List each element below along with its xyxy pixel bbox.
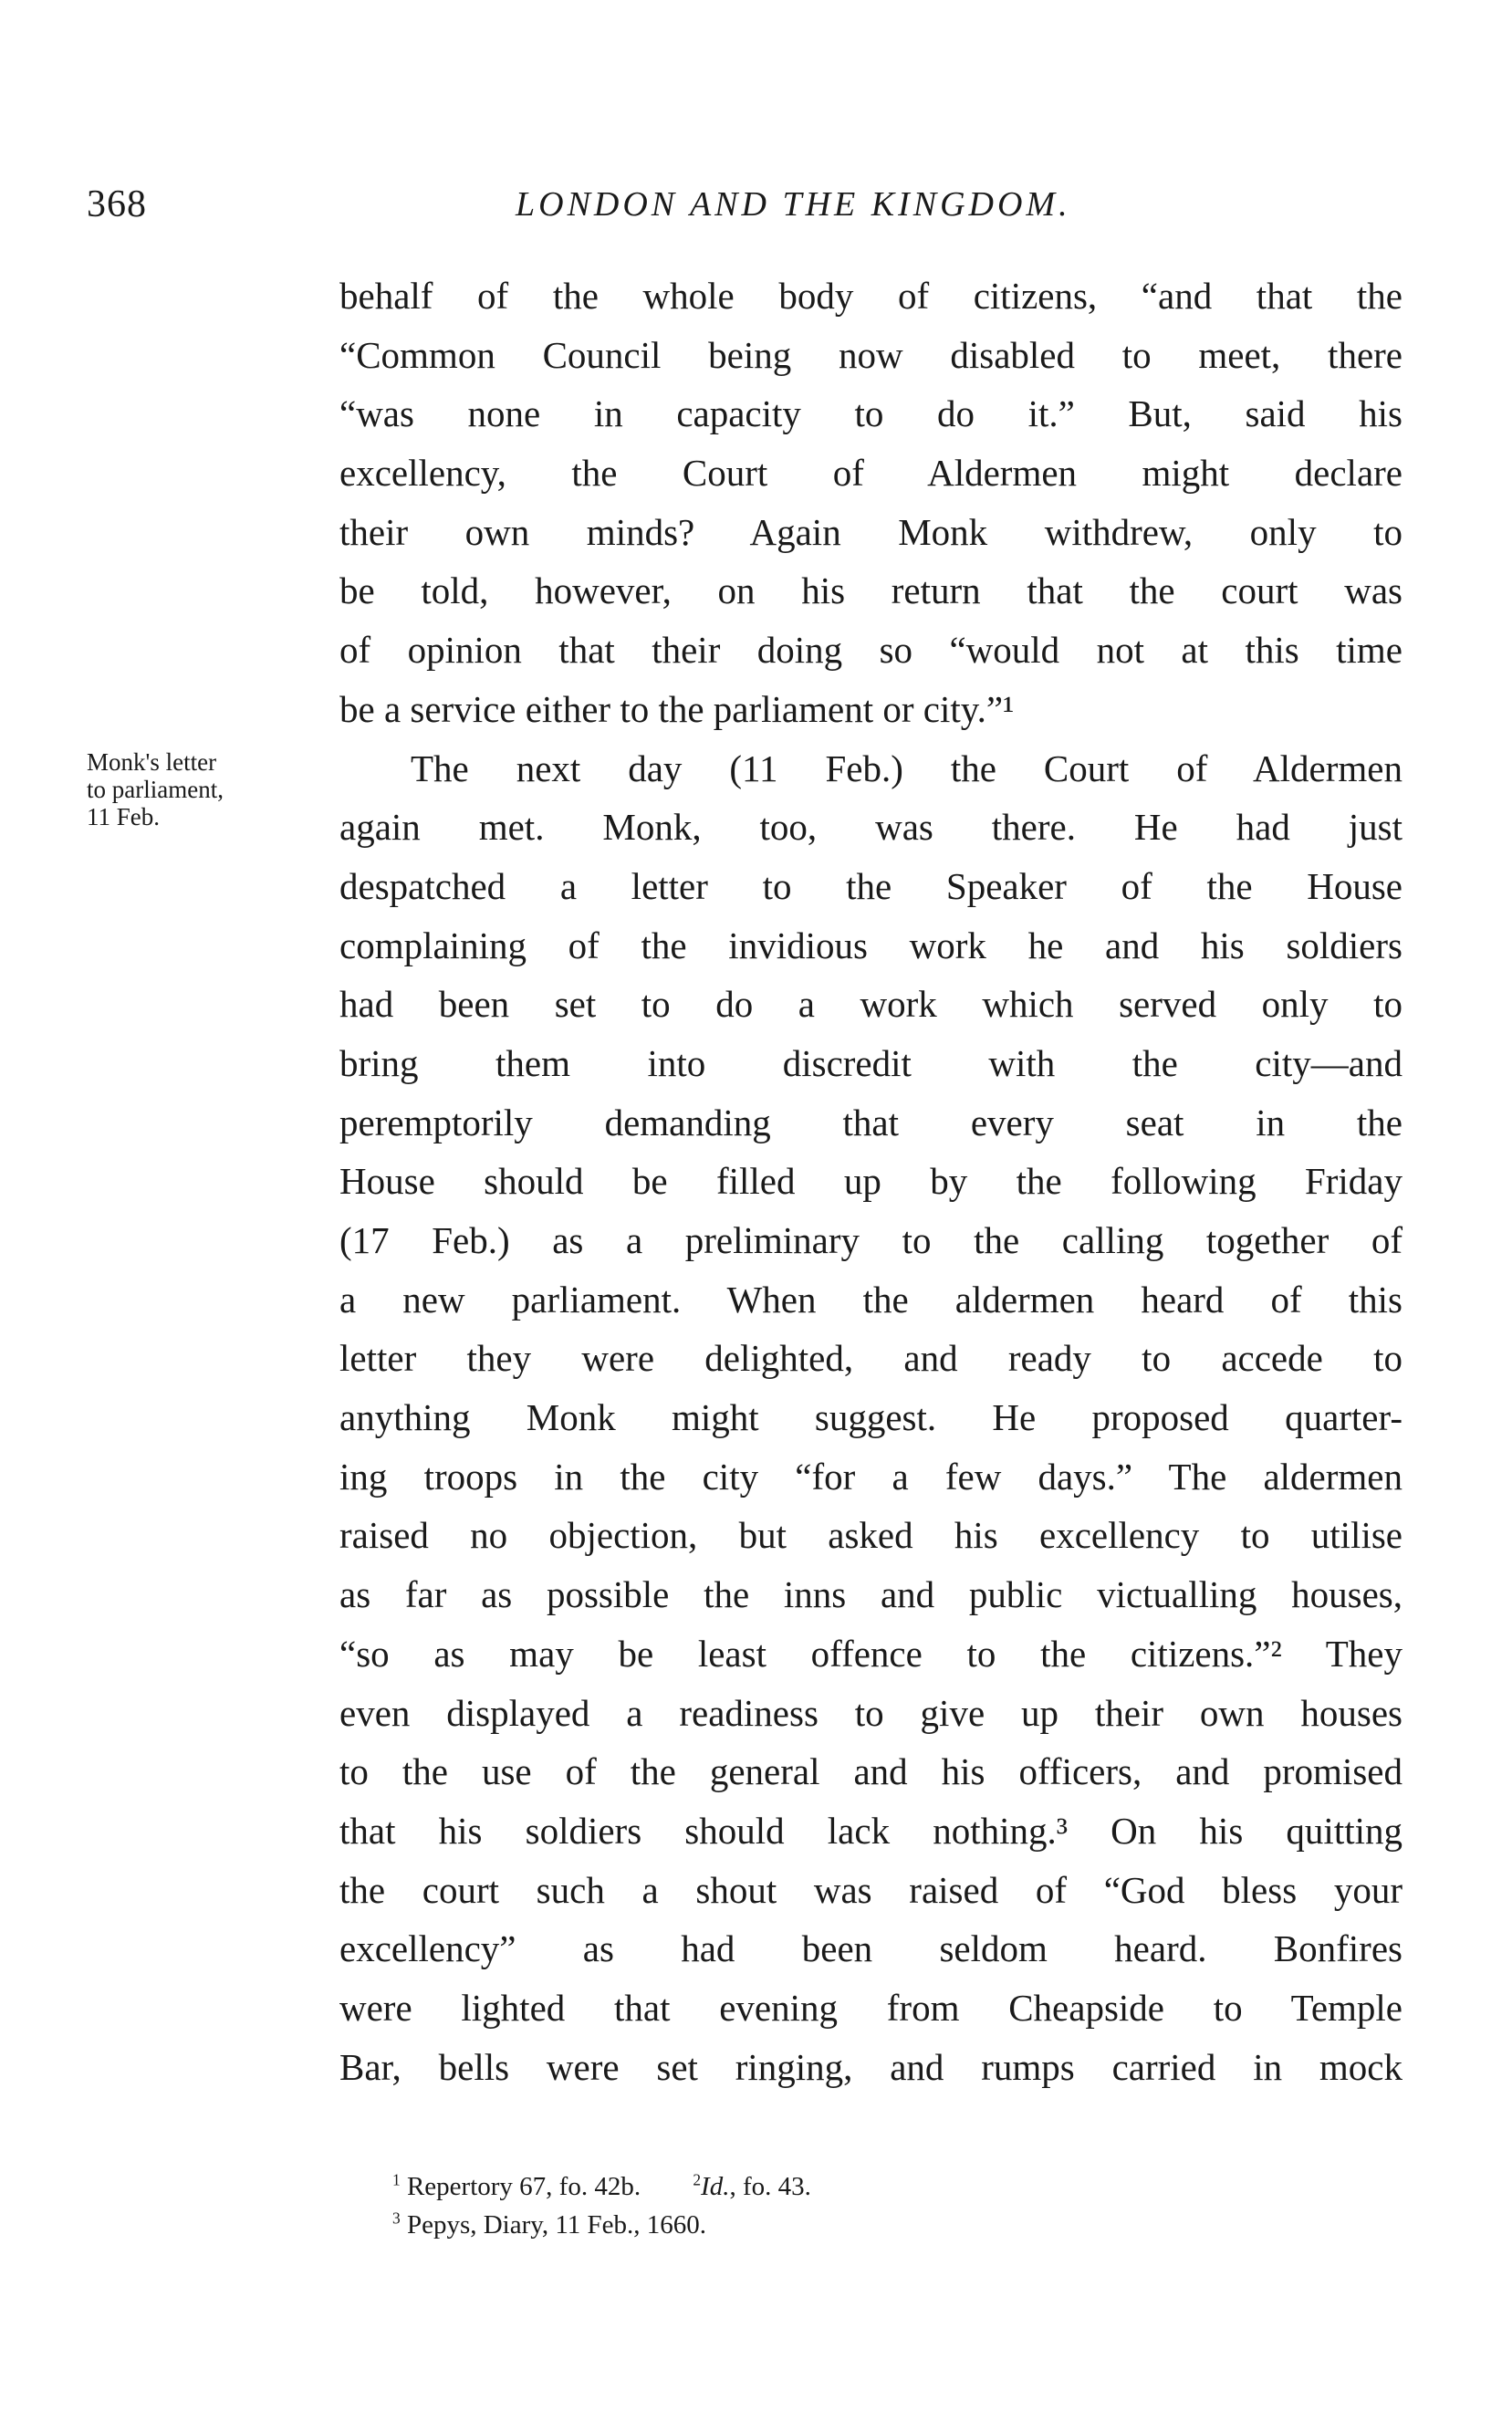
footnote-2-text: , fo. 43. bbox=[729, 2172, 811, 2201]
text-line: anything Monk might suggest. He proposed quarter- bbox=[339, 1396, 1403, 1439]
text-line: were lighted that evening from Cheapside to Temple bbox=[339, 1986, 1403, 2029]
text-line: “was none in capacity to do it.” But, said his bbox=[339, 392, 1403, 435]
marginal-note bbox=[87, 748, 324, 830]
paragraph-start-line: The next day (11 Feb.) the Court of Aldermen bbox=[411, 747, 1403, 789]
footnote-row bbox=[392, 2167, 1214, 2206]
text-line: behalf of the whole body of citizens, “and that the bbox=[339, 275, 1403, 317]
running-header bbox=[87, 183, 1419, 237]
text-line: House should be filled up by the following Friday bbox=[339, 1160, 1403, 1203]
text-line: peremptorily demanding that every seat in the bbox=[339, 1101, 1403, 1143]
text-line: their own minds? Again Monk withdrew, only to bbox=[339, 510, 1403, 553]
text-line: excellency, the Court of Aldermen might declare bbox=[339, 452, 1403, 495]
marginal-note-line: to parliament, bbox=[87, 776, 224, 803]
footnote-2 bbox=[693, 2167, 811, 2206]
text-line: (17 Feb.) as a preliminary to the calling together of bbox=[339, 1219, 1403, 1261]
text-line: be a service either to the parliament or city.”¹ bbox=[339, 687, 1015, 730]
text-line: again met. Monk, too, was there. He had just bbox=[339, 806, 1403, 849]
footnotes bbox=[392, 2167, 1214, 2244]
text-line: “Common Council being now disabled to meet, there bbox=[339, 333, 1403, 376]
text-line: the court such a shout was raised of “God bless your bbox=[339, 1868, 1403, 1911]
footnote-mark: 1 bbox=[392, 2170, 401, 2189]
text-line: excellency” as had been seldom heard. Bonfires bbox=[339, 1927, 1403, 1970]
text-line: be told, however, on his return that the court was bbox=[339, 569, 1403, 612]
running-title: LONDON AND THE KINGDOM. bbox=[516, 185, 1071, 224]
text-line: that his soldiers should lack nothing.³ On his quitting bbox=[339, 1809, 1403, 1852]
text-line: “so as may be least offence to the citizens.”² They bbox=[339, 1632, 1403, 1675]
text-line: had been set to do a work which served only to bbox=[339, 983, 1403, 1026]
footnote-mark: 2 bbox=[693, 2170, 702, 2189]
text-line: letter they were delighted, and ready to accede to bbox=[339, 1337, 1403, 1380]
text-line: bring them into discredit with the city—and bbox=[339, 1041, 1403, 1084]
text-line: raised no objection, but asked his excellency to utilise bbox=[339, 1514, 1403, 1557]
text-line: a new parliament. When the aldermen heard of this bbox=[339, 1278, 1403, 1321]
footnote-row bbox=[392, 2206, 1214, 2244]
marginal-note-line: 11 Feb. bbox=[87, 803, 160, 830]
marginal-note-line: Monk's letter bbox=[87, 748, 217, 776]
text-line: Bar, bells were set ringing, and rumps carried in mock bbox=[339, 2045, 1403, 2088]
page-number: 368 bbox=[87, 183, 147, 225]
footnote-mark: 3 bbox=[392, 2208, 401, 2228]
text-line: of opinion that their doing so “would not at this time bbox=[339, 629, 1403, 672]
footnote-2-ref: Id. bbox=[701, 2172, 730, 2201]
body-text bbox=[339, 266, 1403, 2096]
footnote-3-text: Pepys, Diary, 11 Feb., 1660. bbox=[406, 2210, 707, 2240]
text-line: complaining of the invidious work he and his soldiers bbox=[339, 924, 1403, 966]
text-line: even displayed a readiness to give up their own houses bbox=[339, 1691, 1403, 1734]
text-line: to the use of the general and his officers, and promised bbox=[339, 1750, 1403, 1793]
footnote-1-text: Repertory 67, fo. 42b. bbox=[406, 2172, 641, 2201]
text-line: ing troops in the city “for a few days.” The aldermen bbox=[339, 1455, 1403, 1498]
text-line: as far as possible the inns and public victualling houses, bbox=[339, 1573, 1403, 1616]
text-line: despatched a letter to the Speaker of the House bbox=[339, 864, 1403, 907]
